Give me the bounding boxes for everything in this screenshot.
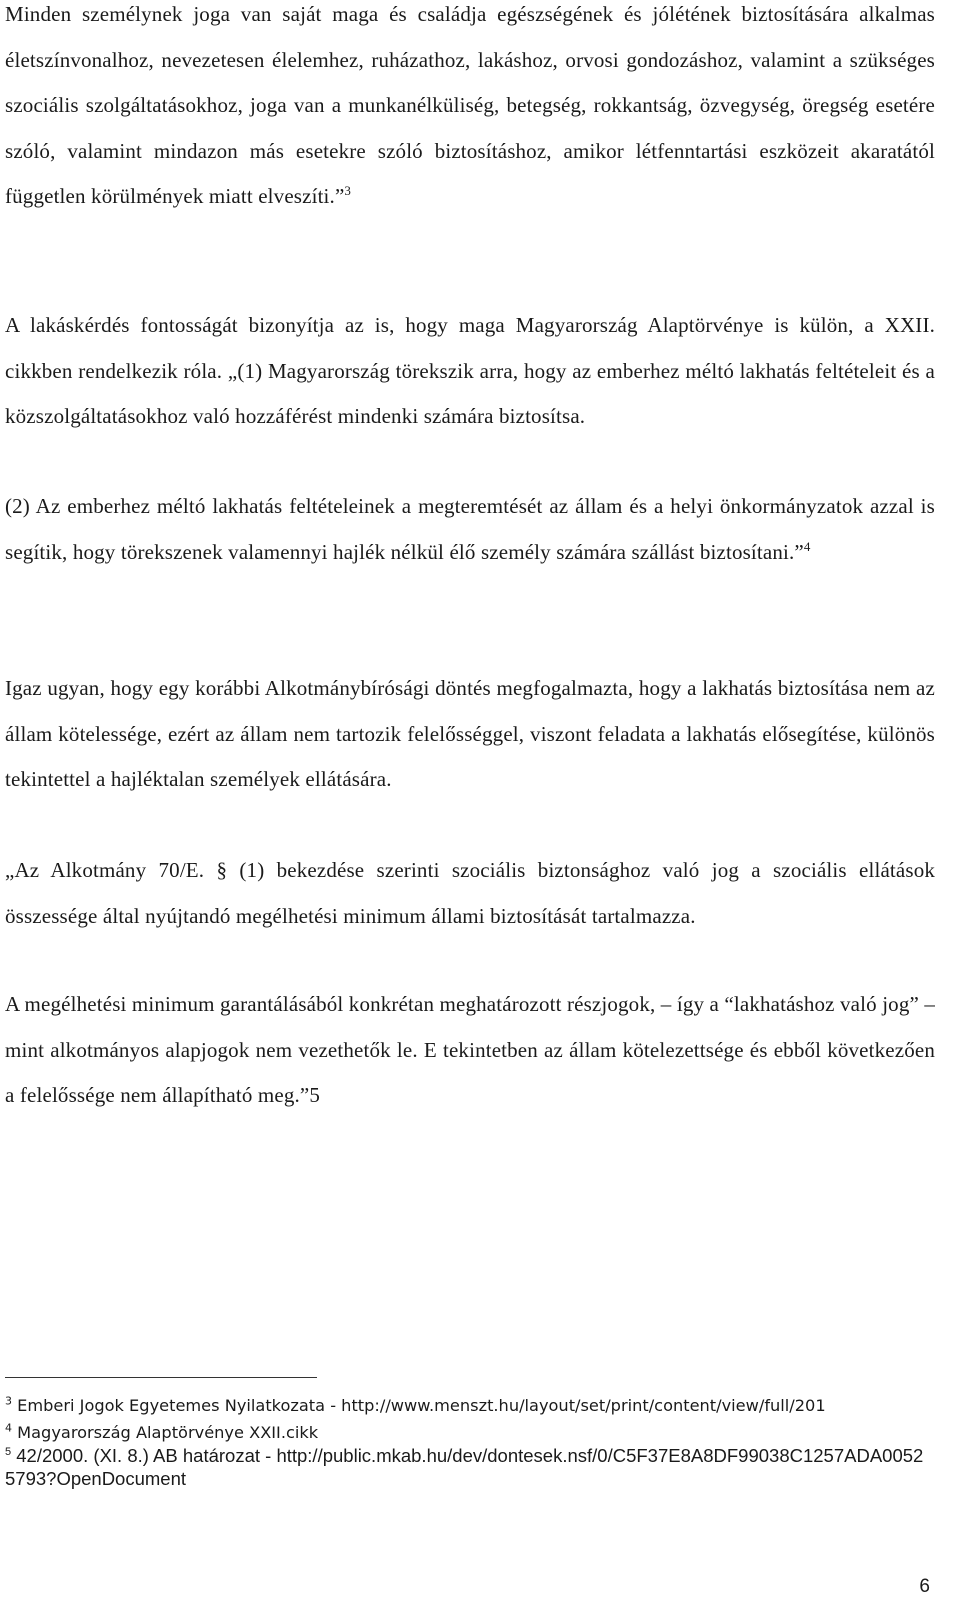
footnote-4-text: Magyarország Alaptörvénye XXII.cikk — [17, 1423, 319, 1442]
paragraph-5 — [5, 848, 935, 939]
paragraph-1-text: Minden személynek joga van saját maga és családja egészségének és jólétének biztosítására alkalmas életszínvonalhoz, nevezetesen élelemhez, ruházathoz, lakáshoz, orvosi gondozáshoz, valamint a szükséges szociális szolgáltatásokhoz, joga van a munkanélküliség, betegség, rokkantság, özvegység, öregség esetére szóló, valamint mindazon más esetekre szóló biztosításhoz, amikor létfenntartási eszközeit akaratától független körülmények miatt elveszíti.” — [5, 2, 935, 208]
paragraph-3 — [5, 484, 935, 575]
paragraph-3-text: (2) Az emberhez méltó lakhatás feltételeinek a megteremtését az állam és a helyi önkormányzatok azzal is segítik, hogy törekszenek valamennyi hajlék nélkül élő személy számára szállást biztosítani.” — [5, 494, 935, 564]
paragraph-6-text: A megélhetési minimum garantálásából konkrétan meghatározott részjogok, – így a “lakhatáshoz való jog” – mint alkotmányos alapjogok nem vezethetők le. E tekintetben az állam kötelezettsége és ebből következően a felelőssége nem állapítható meg.”5 — [5, 992, 935, 1107]
paragraph-2 — [5, 303, 935, 440]
footnote-ref-4[interactable]: 4 — [803, 538, 811, 554]
footnote-4 — [5, 1423, 318, 1442]
footnote-4-number: 4 — [5, 1421, 12, 1435]
footnote-5-text[interactable]: 42/2000. (XI. 8.) AB határozat - http://public.mkab.hu/dev/dontesek.nsf/0/C5F37E8A8DF99038C1257ADA00525793?OpenDocument — [5, 1445, 924, 1489]
footnote-ref-3[interactable]: 3 — [344, 183, 352, 198]
paragraph-2-text: A lakáskérdés fontosságát bizonyítja az is, hogy maga Magyarország Alaptörvénye is külön, a XXII. cikkben rendelkezik róla. „(1) Magyarország törekszik arra, hogy az emberhez méltó lakhatás feltételeit és a közszolgáltatásokhoz való hozzáférést mindenki számára biztosítsa. — [5, 313, 935, 428]
footnote-separator — [5, 1377, 317, 1378]
document-page — [5, 0, 935, 1610]
paragraph-1 — [5, 0, 935, 220]
footnote-5-number: 5 — [5, 1445, 12, 1458]
footnote-3-text[interactable]: Emberi Jogok Egyetemes Nyilatkozata - http://www.menszt.hu/layout/set/print/content/view/full/201 — [17, 1396, 826, 1415]
paragraph-6 — [5, 982, 935, 1119]
footnote-3 — [5, 1396, 826, 1415]
footnote-5 — [5, 1445, 930, 1490]
footnote-3-number: 3 — [5, 1394, 12, 1408]
paragraph-5-text: „Az Alkotmány 70/E. § (1) bekezdése szerinti szociális biztonsághoz való jog a szociális ellátások összessége által nyújtandó megélhetési minimum állami biztosítását tartalmazza. — [5, 858, 935, 928]
paragraph-4-text: Igaz ugyan, hogy egy korábbi Alkotmánybírósági döntés megfogalmazta, hogy a lakhatás biztosítása nem az állam kötelessége, ezért az állam nem tartozik felelősséggel, viszont feladata a lakhatás elősegítése, különös tekintettel a hajléktalan személyek ellátására. — [5, 676, 935, 791]
page-number: 6 — [919, 1576, 930, 1597]
paragraph-4 — [5, 666, 935, 803]
